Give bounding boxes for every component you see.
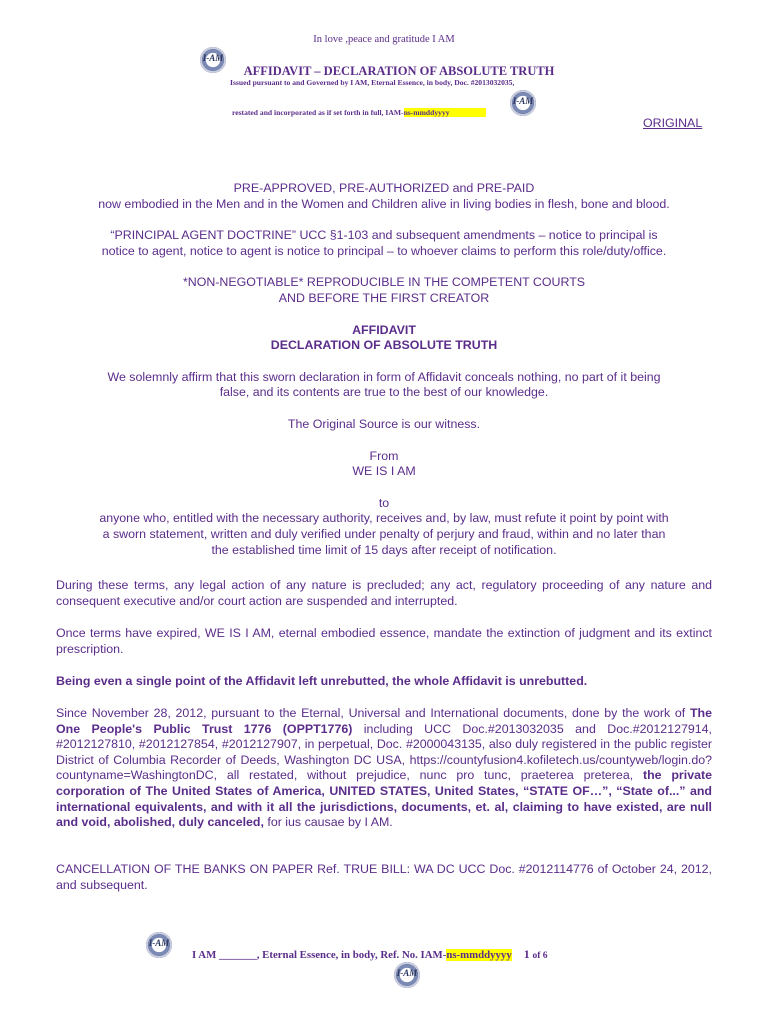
seal-icon: I-AM — [510, 90, 536, 116]
preamble-line: PRE-APPROVED, PRE-AUTHORIZED and PRE-PAID — [233, 181, 535, 195]
preamble-line: now embodied in the Men and in the Women and Children alive in living bodies in flesh, bone and blood. — [98, 196, 670, 211]
greeting: In love ,peace and gratitude I AM — [313, 34, 455, 45]
to-line: anyone who, entitled with the necessary authority, receives and, by law, must refute it point by point with — [99, 511, 669, 526]
to-label: to — [378, 495, 390, 510]
expired-paragraph: Once terms have expired, WE IS I AM, eternal embodied essence, mandate the extinction of judgment and its extinct prescription. — [56, 626, 712, 656]
non-negotiable-line: AND BEFORE THE FIRST CREATOR — [278, 290, 490, 305]
since-text: including UCC Doc.#2013032035 and Doc.#2012127914, #2012127810, #2012127854, #2012127907, in perpetual, Doc. #2000043135, also duly registered in the public register District of Columbia Recorder of Deeds, Washington DC USA, https://countyfusion4.kofiletech.us/countyweb/login.do?countyname=WashingtonDC, all restated, without prejudice, nunc pro tunc, praeterea preterea, — [56, 721, 712, 783]
since-bold-text: the private corporation of The United States of America, UNITED STATES, United States, “STATE OF…”, “State of...” and international equivalents, and with it all the jurisdictions, documents, et. al, claiming to have existed, are null and void, abolished, duly canceled, — [56, 768, 712, 830]
trust-name: The One People's Public Trust 1776 (OPPT1776) — [56, 706, 712, 736]
restated-text: restated and incorporated as if set forth in full, IAM- — [232, 108, 404, 117]
unrebutted-statement: Being even a single point of the Affidavit left unrebutted, the whole Affidavit is unrebutted. — [56, 674, 588, 688]
affidavit-heading: AFFIDAVIT — [352, 322, 416, 337]
from-label: From — [369, 448, 399, 463]
original-label: ORIGINAL — [643, 116, 703, 130]
doctrine-line: “PRINCIPAL AGENT DOCTRINE” UCC §1-103 and subsequent amendments – notice to principal is — [110, 228, 658, 243]
restated-ref: ns-mmddyyyy — [404, 108, 486, 117]
footer-line — [192, 947, 547, 962]
witness-line: The Original Source is our witness. — [287, 416, 481, 431]
issued-line: Issued pursuant to and Governed by I AM, Eternal Essence, in body, Doc. #2013032035, — [230, 78, 515, 87]
non-negotiable-line: *NON-NEGOTIABLE* REPRODUCIBLE IN THE COMPETENT COURTS — [182, 275, 586, 290]
page-number: 1 — [523, 947, 530, 961]
since-text: for ius causae by I AM. — [263, 815, 393, 830]
since-text: Since November 28, 2012, pursuant to the Eternal, Universal and International documents, done by the work of — [56, 706, 690, 720]
doctrine-line: notice to agent, notice to agent is notice to principal – to whoever claims to perform this role/duty/office. — [101, 243, 667, 258]
footer-text: I AM _______, Eternal Essence, in body, Ref. No. IAM- — [192, 949, 447, 961]
preamble — [50, 181, 718, 558]
seal-icon: I-AM — [394, 962, 420, 988]
from-name: WE IS I AM — [352, 464, 416, 479]
restated-line — [232, 108, 486, 117]
page-total: of 6 — [532, 951, 548, 961]
doc-title: AFFIDAVIT – DECLARATION OF ABSOLUTE TRUTH — [243, 64, 555, 78]
seal-icon: I-AM — [200, 47, 226, 73]
to-line: a sworn statement, written and duly verified under penalty of perjury and fraud, within and no later than — [102, 526, 666, 541]
seal-icon: I-AM — [146, 932, 172, 958]
footer-ref: ns-mmddyyyy — [446, 949, 512, 961]
affirm-line: We solemnly affirm that this sworn declaration in form of Affidavit conceals nothing, no part of it being — [107, 369, 661, 384]
affidavit-subheading: DECLARATION OF ABSOLUTE TRUTH — [270, 338, 498, 353]
terms-paragraph: During these terms, any legal action of any nature is precluded; any act, regulatory proceeding of any nature and consequent executive and/or court action are suspended and interrupted. — [56, 578, 712, 608]
since-paragraph — [56, 706, 712, 831]
to-line: the established time limit of 15 days after receipt of notification. — [211, 542, 557, 557]
cancellation-paragraph: CANCELLATION OF THE BANKS ON PAPER Ref. TRUE BILL: WA DC UCC Doc. #2012114776 of October 24, 2012, and subsequent. — [56, 862, 712, 892]
affirm-line: false, and its contents are true to the best of our knowledge. — [219, 385, 549, 400]
